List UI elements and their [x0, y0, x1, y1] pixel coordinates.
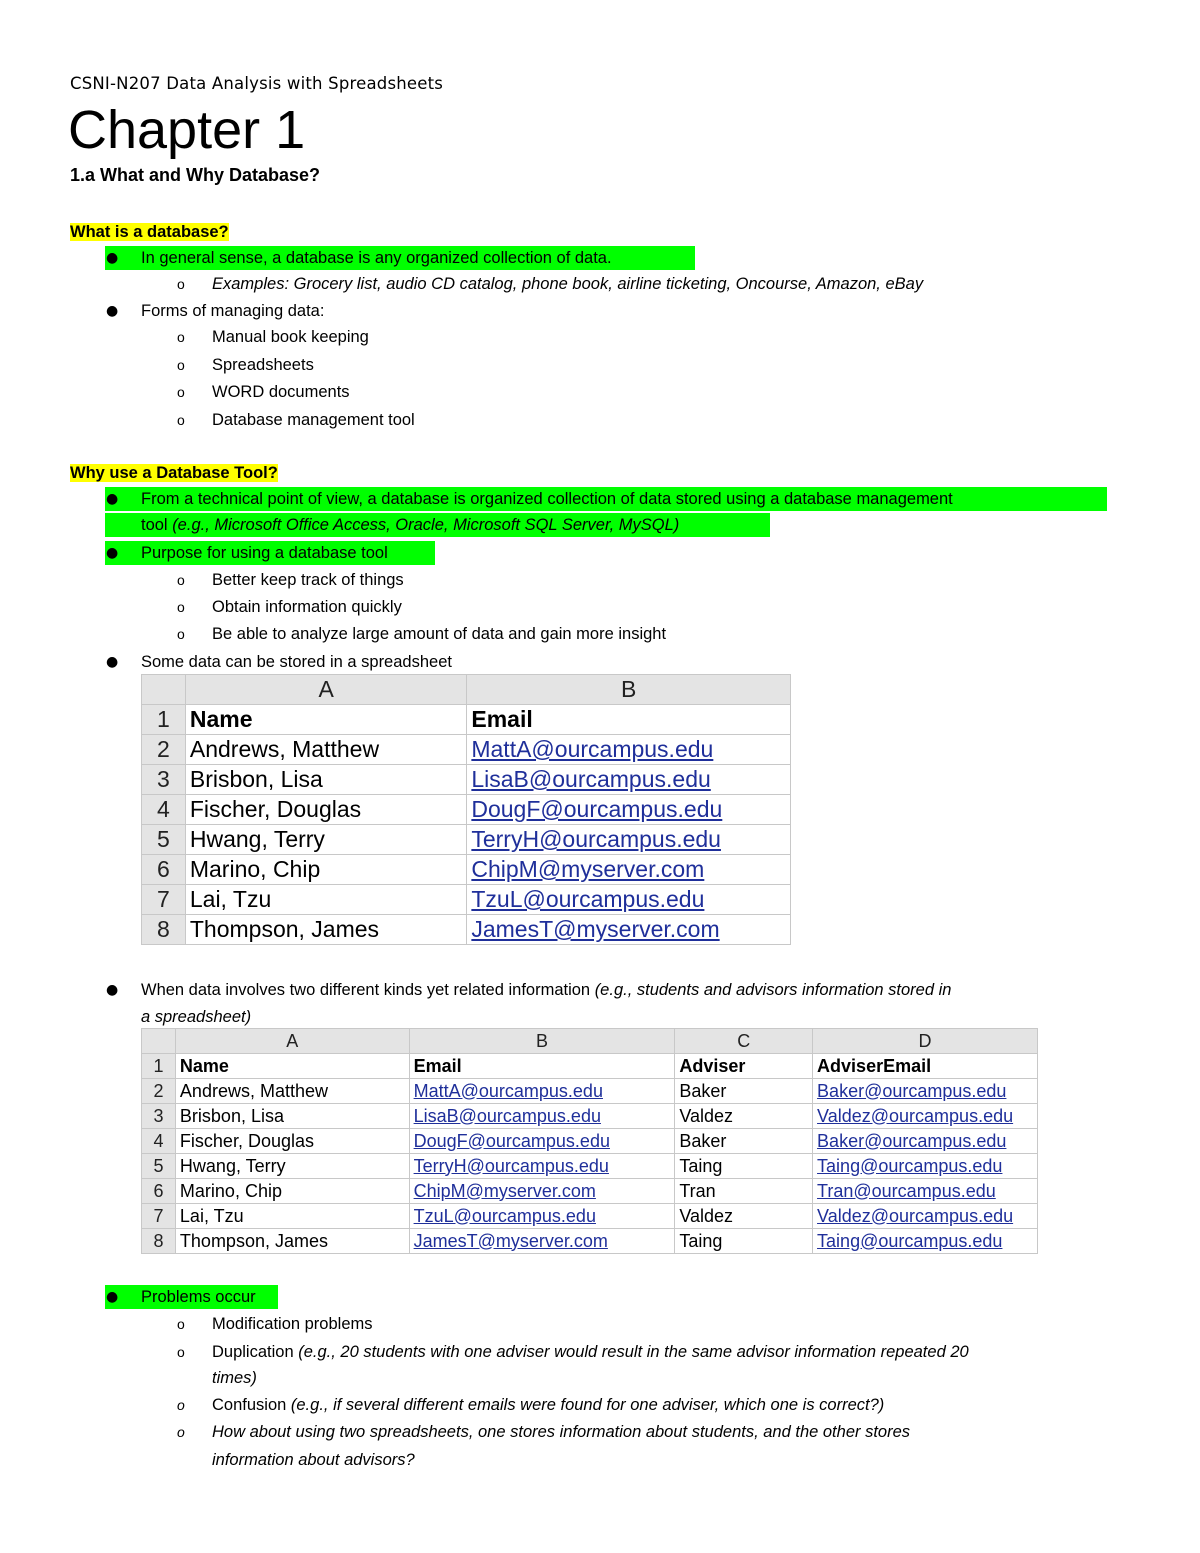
row-number: 3: [142, 765, 186, 795]
cell: Hwang, Terry: [185, 825, 467, 855]
cell: Taing: [675, 1229, 813, 1254]
row-number: 1: [142, 705, 186, 735]
table-row: [142, 1204, 1038, 1229]
table-row: [142, 1079, 1038, 1104]
spreadsheet-image-2: [141, 1028, 1038, 1254]
cell: Email: [467, 705, 791, 735]
cell: Baker: [675, 1079, 813, 1104]
row-number: 7: [142, 1204, 176, 1229]
bullet-icon: ●: [106, 491, 119, 507]
email-cell: Valdez@ourcampus.edu: [813, 1204, 1038, 1229]
sub-bullet-icon: o: [177, 412, 185, 428]
cell: Valdez: [675, 1204, 813, 1229]
email-cell: TzuL@ourcampus.edu: [467, 885, 791, 915]
spreadsheet-image-1: [141, 674, 791, 945]
row-number: 1: [142, 1054, 176, 1079]
email-cell: LisaB@ourcampus.edu: [409, 1104, 675, 1129]
column-header: B: [409, 1029, 675, 1054]
row-number: 2: [142, 1079, 176, 1104]
email-cell: Baker@ourcampus.edu: [813, 1079, 1038, 1104]
sub-bullet-icon: o: [177, 1316, 185, 1332]
problem-item: Modification problems: [212, 1315, 373, 1333]
cell: Marino, Chip: [175, 1179, 409, 1204]
table-row: [142, 885, 791, 915]
sub-bullet-icon: o: [177, 276, 185, 292]
email-cell: Taing@ourcampus.edu: [813, 1154, 1038, 1179]
table-row: [142, 1054, 1038, 1079]
row-number: 2: [142, 735, 186, 765]
email-cell: ChipM@myserver.com: [467, 855, 791, 885]
problem-item: Duplication (e.g., 20 students with one adviser would result in the same advisor information repeated 20: [212, 1343, 969, 1361]
table-row: [142, 705, 791, 735]
sub-bullet-icon: o: [177, 599, 185, 615]
row-number: 5: [142, 1154, 176, 1179]
email-cell: TerryH@ourcampus.edu: [467, 825, 791, 855]
row-number: 4: [142, 795, 186, 825]
cell: Tran: [675, 1179, 813, 1204]
cell: Name: [175, 1054, 409, 1079]
sub-bullet-icon: o: [177, 626, 185, 642]
q2-bullet-1-cont: tool (e.g., Microsoft Office Access, Oracle, Microsoft SQL Server, MySQL): [141, 516, 680, 534]
row-number: 7: [142, 885, 186, 915]
column-header: B: [467, 675, 791, 705]
cell: Taing: [675, 1154, 813, 1179]
corner-cell: [142, 675, 186, 705]
cell: Thompson, James: [185, 915, 467, 945]
sub-bullet-icon: o: [177, 384, 185, 400]
q1-heading: What is a database?: [70, 223, 229, 241]
row-number: 8: [142, 1229, 176, 1254]
row-number: 6: [142, 855, 186, 885]
section-title: 1.a What and Why Database?: [70, 165, 321, 185]
email-cell: Valdez@ourcampus.edu: [813, 1104, 1038, 1129]
row-number: 4: [142, 1129, 176, 1154]
cell: Email: [409, 1054, 675, 1079]
bullet-icon: ●: [106, 982, 119, 998]
email-cell: JamesT@myserver.com: [467, 915, 791, 945]
email-cell: Taing@ourcampus.edu: [813, 1229, 1038, 1254]
q2-bullet-4: When data involves two different kinds yet related information (e.g., students and advisors information stored in: [141, 981, 952, 999]
table-row: [142, 1129, 1038, 1154]
row-number: 3: [142, 1104, 176, 1129]
q1-sub-item: WORD documents: [212, 383, 350, 401]
cell: Baker: [675, 1129, 813, 1154]
table-row: [142, 855, 791, 885]
sub-bullet-icon: o: [177, 1397, 185, 1413]
sub-bullet-icon: o: [177, 572, 185, 588]
problem-item: How about using two spreadsheets, one stores information about students, and the other stores: [212, 1423, 911, 1441]
column-header: A: [175, 1029, 409, 1054]
email-cell: Tran@ourcampus.edu: [813, 1179, 1038, 1204]
q1-sub-item: Spreadsheets: [212, 356, 314, 374]
table-row: [142, 915, 791, 945]
sub-bullet-icon: o: [177, 1424, 185, 1440]
q2-bullet-3: Some data can be stored in a spreadsheet: [141, 653, 452, 671]
chapter-title: Chapter 1: [68, 100, 306, 160]
q2-bullet-2: Purpose for using a database tool: [141, 544, 388, 562]
column-header: C: [675, 1029, 813, 1054]
problem-item-cont: information about advisors?: [212, 1451, 415, 1469]
q1-bullet-1: In general sense, a database is any organized collection of data.: [141, 249, 612, 267]
cell: Andrews, Matthew: [175, 1079, 409, 1104]
email-cell: LisaB@ourcampus.edu: [467, 765, 791, 795]
email-cell: JamesT@myserver.com: [409, 1229, 675, 1254]
row-number: 5: [142, 825, 186, 855]
cell: Andrews, Matthew: [185, 735, 467, 765]
column-header: D: [813, 1029, 1038, 1054]
cell: AdviserEmail: [813, 1054, 1038, 1079]
q2-sub-item: Obtain information quickly: [212, 598, 402, 616]
cell: Hwang, Terry: [175, 1154, 409, 1179]
email-cell: Baker@ourcampus.edu: [813, 1129, 1038, 1154]
q2-sub-item: Be able to analyze large amount of data and gain more insight: [212, 625, 667, 643]
sub-bullet-icon: o: [177, 1344, 185, 1360]
table-row: [142, 825, 791, 855]
email-cell: TerryH@ourcampus.edu: [409, 1154, 675, 1179]
email-cell: DougF@ourcampus.edu: [467, 795, 791, 825]
table-row: [142, 1104, 1038, 1129]
cell: Marino, Chip: [185, 855, 467, 885]
sub-bullet-icon: o: [177, 329, 185, 345]
cell: Brisbon, Lisa: [185, 765, 467, 795]
q1-bullet-2: Forms of managing data:: [141, 302, 325, 320]
cell: Adviser: [675, 1054, 813, 1079]
cell: Lai, Tzu: [175, 1204, 409, 1229]
email-cell: DougF@ourcampus.edu: [409, 1129, 675, 1154]
cell: Valdez: [675, 1104, 813, 1129]
cell: Fischer, Douglas: [175, 1129, 409, 1154]
table-row: [142, 765, 791, 795]
bullet-icon: ●: [106, 654, 119, 670]
problems-heading: Problems occur: [141, 1288, 256, 1306]
course-title: CSNI-N207 Data Analysis with Spreadsheets: [70, 74, 444, 93]
email-cell: MattA@ourcampus.edu: [467, 735, 791, 765]
cell: Name: [185, 705, 467, 735]
row-number: 6: [142, 1179, 176, 1204]
cell: Lai, Tzu: [185, 885, 467, 915]
q2-sub-item: Better keep track of things: [212, 571, 404, 589]
bullet-icon: ●: [106, 250, 119, 266]
bullet-icon: ●: [106, 303, 119, 319]
sub-bullet-icon: o: [177, 357, 185, 373]
email-cell: TzuL@ourcampus.edu: [409, 1204, 675, 1229]
q1-sub-item: Manual book keeping: [212, 328, 369, 346]
table-row: [142, 1179, 1038, 1204]
q2-bullet-1: From a technical point of view, a database is organized collection of data stored using a database management: [141, 490, 953, 508]
q1-sub-item: Database management tool: [212, 411, 415, 429]
row-number: 8: [142, 915, 186, 945]
table-row: [142, 795, 791, 825]
table-row: [142, 1154, 1038, 1179]
problem-item-cont: times): [212, 1369, 257, 1387]
column-header: A: [185, 675, 467, 705]
cell: Brisbon, Lisa: [175, 1104, 409, 1129]
email-cell: ChipM@myserver.com: [409, 1179, 675, 1204]
q1-bullet-1-sub: Examples: Grocery list, audio CD catalog, phone book, airline ticketing, Oncourse, Amazon, eBay: [212, 275, 924, 293]
cell: Thompson, James: [175, 1229, 409, 1254]
table-row: [142, 1229, 1038, 1254]
table-row: [142, 735, 791, 765]
bullet-icon: ●: [106, 1289, 119, 1305]
q2-heading: Why use a Database Tool?: [70, 464, 278, 482]
problem-item: Confusion (e.g., if several different emails were found for one adviser, which one is correct?): [212, 1396, 885, 1414]
bullet-icon: ●: [106, 545, 119, 561]
q2-bullet-4-cont: a spreadsheet): [141, 1008, 252, 1026]
cell: Fischer, Douglas: [185, 795, 467, 825]
corner-cell: [142, 1029, 176, 1054]
email-cell: MattA@ourcampus.edu: [409, 1079, 675, 1104]
